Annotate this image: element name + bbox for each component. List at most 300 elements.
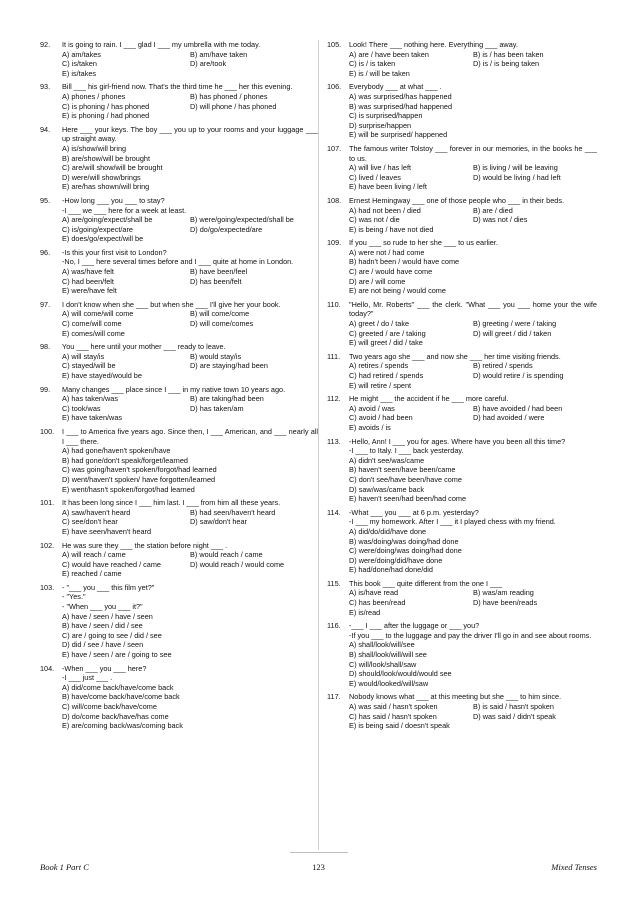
- answer-option: E) haven't seen/had been/had come: [349, 494, 467, 504]
- question-stem: [40, 583, 318, 612]
- answer-option-row: [62, 394, 318, 404]
- question-text: [349, 352, 597, 362]
- answer-option: C) don't see/have been/have come: [349, 474, 462, 484]
- answer-option: D) is / is being taken: [473, 59, 540, 69]
- question-stem: [327, 82, 597, 92]
- answer-option: C) are/will show/will be brought: [62, 163, 163, 173]
- answer-option: A) will reach / came: [62, 550, 126, 560]
- question-line: I ___ to America five years ago. Since then, I ___ American, and ___ nearly all I ___ there.: [62, 426, 318, 446]
- answer-option: D) were/will show/brings: [62, 172, 141, 182]
- answer-option: B) hadn't been / would have come: [349, 257, 460, 267]
- answer-option-row: [349, 712, 597, 722]
- answer-option: D) would be living / had left: [473, 172, 561, 182]
- question-number: 114.: [327, 507, 341, 517]
- question-stem: [40, 82, 318, 92]
- answer-options: [62, 267, 318, 296]
- answer-option: E) does/go/expect/will be: [62, 234, 144, 244]
- question-line: -I ___ to Italy. I ___ back yesterday.: [349, 446, 464, 456]
- question-number: 102.: [40, 540, 55, 550]
- question-text: [62, 427, 318, 446]
- question-number: 108.: [327, 195, 342, 205]
- question-line: -When ___ you ___ here?: [62, 663, 147, 673]
- question-number: 110.: [327, 299, 341, 309]
- answer-option-row: [62, 352, 318, 362]
- question-line: -If you ___ to the luggage and pay the driver I'll go in and see about rooms.: [349, 630, 592, 640]
- answer-option-row: [349, 215, 597, 225]
- answer-option-row: [62, 277, 318, 287]
- question-item: [327, 508, 597, 575]
- answer-option: D) are / will come: [349, 276, 406, 286]
- answer-option: D) are staying/had been: [190, 361, 268, 371]
- question-line: Nobody knows what ___ at this meeting but she ___ to him since.: [349, 692, 562, 702]
- answer-option: E) went/hasn't spoken/forgot/had learned: [62, 484, 195, 494]
- question-stem: [40, 196, 318, 215]
- question-number: 98.: [40, 342, 51, 352]
- answer-option: A) am/takes: [62, 49, 101, 59]
- answer-option: B) is living / will be leaving: [473, 163, 558, 173]
- question-number: 100.: [40, 426, 55, 436]
- answer-option: B) had seen/haven't heard: [190, 507, 276, 517]
- answer-option: D) was not / dies: [473, 215, 528, 225]
- question-text: [349, 508, 597, 527]
- question-item: [327, 437, 597, 504]
- question-stem: [40, 385, 318, 395]
- question-item: [327, 300, 597, 348]
- question-stem: [40, 300, 318, 310]
- answer-option: E) is / will be taken: [349, 68, 410, 78]
- answer-option-row: [62, 309, 318, 319]
- question-item: [40, 196, 318, 244]
- question-text: [62, 248, 318, 267]
- answer-option: C) will/look/shall/saw: [349, 659, 417, 669]
- answer-option-row: [62, 50, 318, 60]
- answer-options: [349, 702, 597, 731]
- answer-option: A) saw/haven't heard: [62, 507, 131, 517]
- answer-option-row: [349, 50, 597, 60]
- answer-option: A) had gone/haven't spoken/have: [62, 446, 171, 456]
- question-stem: [327, 238, 597, 248]
- answer-option-row: [62, 560, 318, 570]
- answer-option: A) greet / do / take: [349, 319, 410, 329]
- answer-option: E) have / seen / are / going to see: [62, 650, 172, 660]
- question-text: [349, 238, 597, 248]
- question-line: If you ___ so rude to her she ___ to us earlier.: [349, 238, 498, 248]
- question-text: [349, 437, 597, 456]
- question-stem: [40, 40, 318, 50]
- question-stem: [327, 196, 597, 206]
- answer-option: B) was/am reading: [473, 588, 534, 598]
- answer-option: A) is/have read: [349, 588, 399, 598]
- answer-option-row: [349, 413, 597, 423]
- question-stem: [40, 541, 318, 551]
- answer-option: D) did / see / have / seen: [62, 640, 144, 650]
- answer-option-row: [349, 588, 597, 598]
- answer-option: B) was surprised/had happened: [349, 101, 453, 111]
- answer-options: [62, 215, 318, 244]
- answer-option-row: [62, 215, 318, 225]
- answer-options: [62, 144, 318, 192]
- answer-option: A) shall/look/will/see: [349, 640, 415, 650]
- answer-option-row: [349, 173, 597, 183]
- answer-option: E) will be surprised/ happened: [349, 130, 448, 140]
- question-number: 115.: [327, 578, 341, 588]
- answer-option: B) shall/look/will/will see: [349, 650, 427, 660]
- answer-option: C) are / would have come: [349, 267, 433, 277]
- page-footer: [40, 862, 597, 876]
- answer-options: [349, 206, 597, 235]
- question-stem: [327, 621, 597, 640]
- answer-option: E) is being / have not died: [349, 224, 434, 234]
- answer-option: C) is/going/expect/are: [62, 224, 133, 234]
- question-stem: [327, 40, 597, 50]
- answer-option: C) is/taken: [62, 59, 97, 69]
- answer-option: E) are/has shown/will bring: [62, 182, 150, 192]
- question-item: [327, 238, 597, 296]
- answer-option: D) would reach / would come: [190, 559, 285, 569]
- answer-option-row: [62, 319, 318, 329]
- question-line: -___ I ___ after the luggage or ___ you?: [349, 621, 480, 631]
- question-text: [62, 196, 318, 215]
- answer-options: [62, 550, 318, 579]
- answer-option-row: [62, 508, 318, 518]
- answer-option: C) had been/felt: [62, 276, 114, 286]
- answer-option: D) went/haven't spoken/ have forgotten/learned: [62, 474, 216, 484]
- answer-options: [349, 163, 597, 192]
- question-text: [349, 692, 597, 702]
- answer-option: C) had retired / spends: [349, 371, 424, 380]
- answer-option: B) has phoned / phones: [190, 91, 268, 101]
- answer-option: C) come/will come: [62, 319, 122, 329]
- answer-option: D) has taken/am: [190, 403, 244, 413]
- answer-option: D) will phone / has phoned: [190, 101, 277, 111]
- question-text: [349, 300, 597, 319]
- answer-option: E) would/looked/will/saw: [349, 678, 429, 688]
- question-item: [327, 196, 597, 234]
- answer-options: [349, 248, 597, 296]
- answer-option: C) is / is taken: [349, 59, 396, 69]
- question-line: Here ___ your keys. The boy ___ you up to your rooms and your luggage ___ up straight away.: [62, 124, 318, 144]
- answer-options: [62, 352, 318, 381]
- question-item: [327, 692, 597, 730]
- question-line: - "Yes.": [62, 592, 86, 602]
- question-stem: [327, 579, 597, 589]
- answer-option: A) didn't see/was/came: [349, 455, 425, 465]
- answer-option: D) should/look/would/would see: [349, 669, 452, 679]
- question-number: 104.: [40, 663, 55, 673]
- question-text: [349, 196, 597, 206]
- question-stem: [40, 248, 318, 267]
- answer-option: C) stayed/will be: [62, 361, 116, 371]
- answer-option: A) phones / phones: [62, 91, 126, 101]
- question-stem: [40, 498, 318, 508]
- answer-options: [62, 309, 318, 338]
- answer-option: C) was not / die: [349, 215, 400, 225]
- answer-options: [349, 527, 597, 575]
- question-number: 92.: [40, 40, 51, 49]
- answer-options: [62, 92, 318, 121]
- answer-option-row: [62, 517, 318, 527]
- answer-option: E) is being said / doesn't speak: [349, 721, 450, 731]
- question-number: 111.: [327, 351, 341, 361]
- answer-option: C) has been/read: [349, 598, 406, 608]
- question-stem: [327, 692, 597, 702]
- question-stem: [327, 394, 597, 404]
- question-text: [62, 385, 318, 395]
- answer-option: D) are/took: [190, 59, 227, 69]
- answer-option: E) comes/will come: [62, 328, 125, 338]
- answer-option: C) has said / hasn't spoken: [349, 711, 437, 721]
- answer-option: C) were/doing/was doing/had done: [349, 546, 462, 556]
- question-number: 95.: [40, 195, 51, 205]
- footer-rule: [290, 852, 348, 853]
- answer-option-row: [349, 404, 597, 414]
- question-item: [40, 40, 318, 78]
- answer-option: E) have stayed/would be: [62, 371, 142, 380]
- answer-option: D) had avoided / were: [473, 413, 545, 423]
- question-text: [62, 40, 318, 50]
- question-line: -I ___ just ___ .: [62, 673, 113, 683]
- answer-option-row: [349, 206, 597, 216]
- answer-option: D) will greet / did / taken: [473, 328, 552, 338]
- question-stem: [327, 144, 597, 163]
- question-text: [62, 342, 318, 352]
- question-number: 93.: [40, 82, 51, 92]
- answer-options: [349, 640, 597, 688]
- question-text: [62, 498, 318, 508]
- answer-option: A) retires / spends: [349, 361, 409, 371]
- answer-option-row: [62, 267, 318, 277]
- answer-option: E) have seen/haven't heard: [62, 526, 152, 536]
- question-line: "Hello, Mr. Roberts" ___ the clerk. "What ___ you ___ home your the wife today?": [349, 299, 597, 319]
- question-line: -How long ___ you ___ to stay?: [62, 195, 165, 205]
- question-text: [62, 541, 318, 551]
- answer-option: C) will/come back/have/come: [62, 702, 157, 711]
- question-item: [40, 583, 318, 660]
- answer-option: D) were/doing/did/have done: [349, 555, 443, 565]
- answer-option: D) do/go/expected/are: [190, 224, 263, 234]
- answer-option: E) avoids / is: [349, 422, 391, 432]
- question-line: The famous writer Tolstoy ___ forever in our memories, in the books he ___ to us.: [349, 143, 597, 163]
- answer-option-row: [62, 92, 318, 102]
- answer-option: E) are/coming back/was/coming back: [62, 721, 183, 731]
- answer-option-row: [349, 319, 597, 329]
- answer-option: A) has taken/was: [62, 394, 118, 404]
- question-item: [327, 621, 597, 688]
- question-number: 103.: [40, 582, 55, 592]
- question-text: [62, 82, 318, 92]
- question-line: - "___ you ___ this film yet?": [62, 582, 155, 592]
- question-text: [349, 144, 597, 163]
- question-stem: [327, 508, 597, 527]
- question-text: [62, 300, 318, 310]
- question-text: [349, 579, 597, 589]
- question-item: [327, 352, 597, 390]
- question-line: -What ___ you ___ at 6 p.m. yesterday?: [349, 507, 479, 517]
- answer-option: B) am/have taken: [190, 49, 248, 59]
- answer-option: B) is said / hasn't spoken: [473, 702, 554, 711]
- answer-option-row: [349, 371, 597, 381]
- footer-book-label: Book 1 Part C: [40, 862, 89, 872]
- answer-option: D) have been/reads: [473, 598, 538, 608]
- question-text: [349, 394, 597, 404]
- question-item: [327, 40, 597, 78]
- question-item: [327, 144, 597, 192]
- answer-option: B) are/show/will be brought: [62, 153, 151, 163]
- footer-section-label: Mixed Tenses: [551, 862, 597, 872]
- answer-option: E) is/takes: [62, 68, 97, 78]
- answer-option-row: [62, 102, 318, 112]
- question-item: [40, 427, 318, 494]
- question-stem: [40, 664, 318, 683]
- question-item: [40, 385, 318, 423]
- question-line: Look! There ___ nothing here. Everything ___ away.: [349, 40, 518, 49]
- answer-option-row: [349, 163, 597, 173]
- answer-options: [349, 361, 597, 390]
- question-number: 117.: [327, 692, 341, 702]
- right-question-column: [327, 40, 597, 735]
- answer-option: B) are taking/had been: [190, 394, 264, 404]
- answer-options: [349, 92, 597, 140]
- answer-options: [62, 612, 318, 660]
- answer-option: B) have been/feel: [190, 267, 248, 277]
- question-line: This book ___ quite different from the one I ___: [349, 578, 503, 588]
- answer-option: A) were not / had come: [349, 247, 425, 257]
- answer-option: A) did/come back/have/come back: [62, 682, 174, 692]
- answer-option-row: [349, 702, 597, 712]
- answer-option: E) were/have felt: [62, 286, 117, 296]
- question-stem: [327, 300, 597, 319]
- answer-option-row: [62, 550, 318, 560]
- answer-options: [62, 446, 318, 494]
- answer-option: B) haven't seen/have been/came: [349, 465, 456, 475]
- answer-option: B) were/going/expected/shall be: [190, 215, 294, 225]
- answer-option: B) are / died: [473, 205, 513, 215]
- question-line: It has been long since I ___ him last. I ___ from him all these years.: [62, 498, 281, 508]
- answer-option: A) had not been / died: [349, 205, 421, 215]
- question-text: [62, 583, 318, 612]
- question-stem: [327, 352, 597, 362]
- question-item: [40, 498, 318, 536]
- question-number: 109.: [327, 238, 342, 248]
- answer-options: [349, 50, 597, 79]
- answer-option: E) have been living / left: [349, 182, 427, 192]
- answer-option-row: [349, 329, 597, 339]
- answer-option-row: [62, 361, 318, 371]
- question-item: [327, 82, 597, 140]
- answer-option: C) is phoning / has phoned: [62, 101, 150, 111]
- question-item: [40, 125, 318, 192]
- question-item: [40, 300, 318, 338]
- question-item: [327, 579, 597, 617]
- question-number: 96.: [40, 247, 51, 257]
- answer-option: A) are/going/expect/shall be: [62, 215, 153, 225]
- question-number: 112.: [327, 394, 341, 404]
- question-text: [349, 40, 597, 50]
- answer-options: [349, 319, 597, 348]
- answer-option: E) will retire / spent: [349, 380, 412, 390]
- answer-options: [62, 394, 318, 423]
- answer-option: E) have taken/was: [62, 413, 123, 423]
- question-number: 106.: [327, 82, 342, 92]
- answer-option: A) was surprised/has happened: [349, 91, 452, 101]
- answer-option: B) retired / spends: [473, 361, 533, 371]
- answer-option: C) is surprised/happen: [349, 111, 423, 121]
- question-line: -I ___ we ___ here for a week at least.: [62, 205, 187, 215]
- answer-option: D) would retire / is spending: [473, 371, 564, 380]
- answer-option: B) would stay/is: [190, 351, 242, 361]
- question-text: [349, 82, 597, 92]
- answer-option: B) greeting / were / taking: [473, 319, 557, 329]
- answer-option: C) greeted / are / taking: [349, 328, 426, 338]
- answer-option: A) was said / hasn't spoken: [349, 702, 438, 711]
- answer-option: E) are not being / would come: [349, 286, 446, 296]
- question-number: 105.: [327, 40, 342, 49]
- page-number: 123: [312, 862, 325, 872]
- answer-option: A) have / seen / have / seen: [62, 611, 153, 621]
- answer-option: C) are / going to see / did / see: [62, 630, 162, 640]
- answer-option-row: [349, 598, 597, 608]
- question-line: It is going to rain. I ___ glad I ___ my umbrella with me today.: [62, 40, 261, 49]
- answer-option: B) is / has been taken: [473, 49, 544, 59]
- answer-options: [349, 456, 597, 504]
- answer-option: B) was/doing/was doing/had done: [349, 536, 459, 546]
- answer-option: C) was going/haven't spoken/forgot/had learned: [62, 465, 217, 475]
- answer-option: C) avoid / had been: [349, 413, 413, 423]
- answer-option: C) took/was: [62, 403, 101, 413]
- answer-option-row: [62, 225, 318, 235]
- answer-option: A) avoid / was: [349, 403, 395, 413]
- answer-option: A) will live / has left: [349, 163, 412, 173]
- question-text: [349, 621, 597, 640]
- answer-option-row: [62, 404, 318, 414]
- question-item: [40, 342, 318, 380]
- answer-option: C) would have reached / came: [62, 559, 161, 569]
- left-question-column: [40, 40, 318, 735]
- answer-option: B) will come/come: [190, 309, 250, 319]
- answer-option: D) do/come back/have/has come: [62, 711, 169, 721]
- answer-option: B) had gone/don't speak/forget/learned: [62, 455, 188, 465]
- question-line: Everybody ___ at what ___ .: [349, 82, 442, 92]
- question-stem: [40, 342, 318, 352]
- question-line: Two years ago she ___ and now she ___ her time visiting friends.: [349, 351, 561, 361]
- question-number: 116.: [327, 621, 341, 631]
- answer-option: A) is/show/will bring: [62, 143, 127, 153]
- answer-option: B) have avoided / had been: [473, 403, 563, 413]
- answer-option-row: [62, 59, 318, 69]
- answer-option: A) will come/will come: [62, 309, 134, 319]
- question-item: [40, 541, 318, 579]
- answer-option: D) has been/felt: [190, 276, 242, 286]
- answer-option: B) have/come back/have/come back: [62, 692, 180, 702]
- question-line: Many changes ___ place since I ___ in my native town 10 years ago.: [62, 384, 286, 394]
- question-item: [327, 394, 597, 432]
- question-line: -I ___ my homework. After I ___ it I played chess with my friend.: [349, 517, 556, 527]
- answer-option: A) will stay/is: [62, 351, 105, 361]
- answer-option: A) did/do/did/have done: [349, 526, 427, 536]
- question-line: -No, I ___ here several times before and I ___ quite at home in London.: [62, 257, 294, 267]
- answer-options: [62, 683, 318, 731]
- question-stem: [327, 437, 597, 456]
- answer-option: A) are / have been taken: [349, 49, 429, 59]
- question-line: He might ___ the accident if he ___ more careful.: [349, 394, 509, 404]
- answer-option: A) was/have felt: [62, 267, 114, 277]
- question-item: [40, 664, 318, 731]
- question-stem: [40, 427, 318, 446]
- answer-option-row: [349, 361, 597, 371]
- answer-option: E) had/done/had done/did: [349, 565, 433, 575]
- question-number: 107.: [327, 143, 342, 153]
- question-stem: [40, 125, 318, 144]
